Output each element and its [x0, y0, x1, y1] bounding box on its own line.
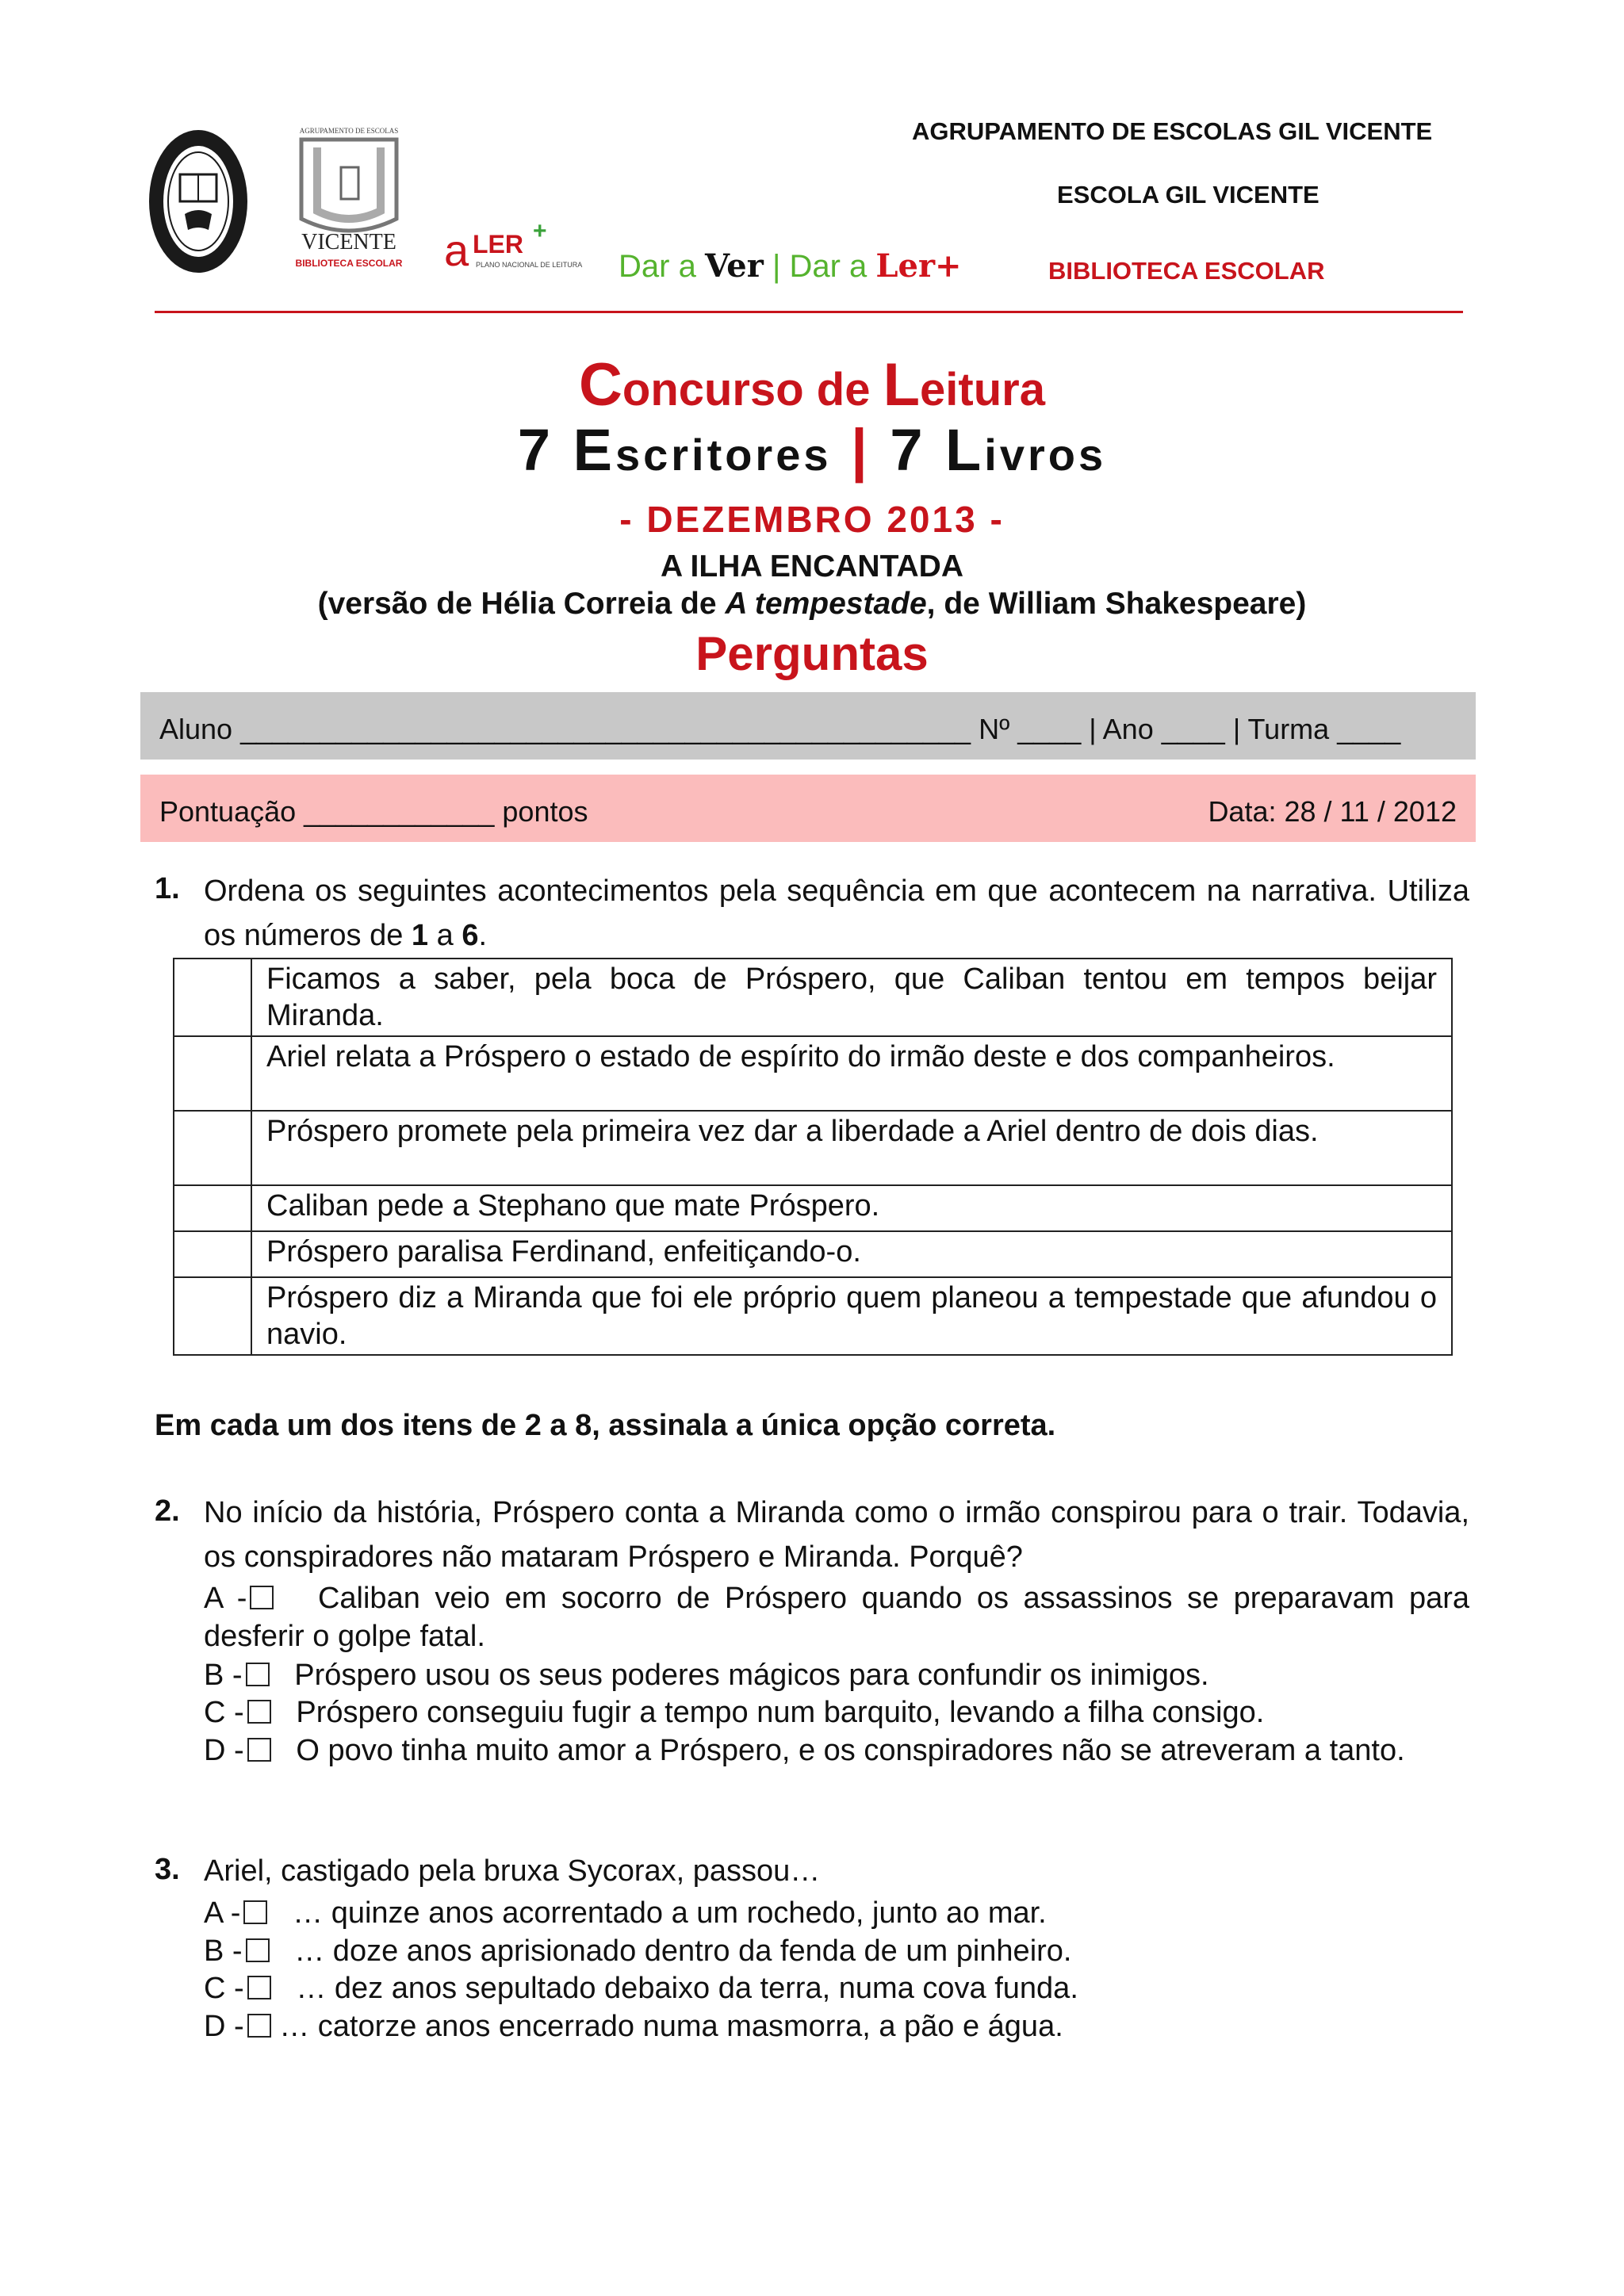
table-row	[174, 1231, 1452, 1277]
q3-option-d	[204, 2007, 1469, 2045]
option-label: D -	[204, 1734, 244, 1767]
book-note-a: (versão de Hélia Correia de	[317, 587, 726, 621]
subtitle-7e: 7 E	[517, 417, 615, 483]
q1-text	[204, 869, 1469, 958]
instruction: Em cada um dos itens de 2 a 8, assinala a única opção correta.	[155, 1409, 1056, 1442]
q2-option-c	[204, 1693, 1469, 1732]
q3-number: 3.	[155, 1853, 180, 1886]
q1-n6: 6	[462, 919, 479, 952]
option-text: … quinze anos acorrentado a um rochedo, junto ao mar.	[293, 1896, 1047, 1930]
school-group-name: AGRUPAMENTO DE ESCOLAS GIL VICENTE	[912, 117, 1433, 145]
q2-option-b	[204, 1656, 1469, 1694]
contest-title	[0, 350, 1624, 419]
q1-text-a: Ordena os seguintes acontecimentos pela sequência em que acontecem na narrativa. Utiliza os números de	[204, 874, 1469, 952]
q2-number: 2.	[155, 1494, 180, 1528]
svg-text:+: +	[533, 218, 547, 244]
school-seal-logo	[147, 127, 250, 276]
order-input-box[interactable]	[174, 1185, 251, 1231]
student-info-band	[140, 692, 1476, 760]
svg-text:a: a	[444, 225, 469, 275]
order-event: Ariel relata a Próspero o estado de espírito do irmão deste e dos companheiros.	[251, 1036, 1452, 1111]
title-part-a: oncurso de	[622, 364, 883, 415]
vicente-library-logo	[285, 124, 412, 274]
score-band	[140, 775, 1476, 842]
student-fields[interactable]: Aluno ______________________________________________ Nº ____ | Ano ____ | Turma ____	[159, 713, 1401, 745]
checkbox[interactable]	[250, 1586, 274, 1609]
subtitle-escritores: scritores	[615, 430, 832, 480]
title-initial-c: C	[579, 351, 622, 419]
order-input-box[interactable]	[174, 1111, 251, 1185]
book-note-italic: A tempestade	[725, 587, 927, 621]
order-event: Próspero paralisa Ferdinand, enfeitiçando-o.	[251, 1231, 1452, 1277]
option-text: Próspero usou os seus poderes mágicos para confundir os inimigos.	[294, 1659, 1209, 1692]
slogan-part2: Dar a	[789, 249, 876, 284]
q1-text-c: .	[478, 919, 488, 952]
slogan-separator: |	[763, 249, 790, 284]
order-table	[173, 958, 1453, 1356]
option-text: … doze anos aprisionado dentro da fenda de um pinheiro.	[294, 1934, 1072, 1968]
subtitle-livros: ivros	[984, 430, 1107, 480]
aler-logo-sub: PLANO NACIONAL DE LEITURA	[476, 261, 583, 269]
option-label: B -	[204, 1659, 243, 1692]
q3-option-a	[204, 1894, 1469, 1932]
order-input-box[interactable]	[174, 1277, 251, 1355]
option-label: C -	[204, 1972, 244, 2005]
table-row	[174, 1277, 1452, 1355]
slogan	[619, 247, 962, 285]
option-text: Caliban veio em socorro de Próspero quando os assassinos se preparavam para desferir o golpe fatal.	[204, 1582, 1469, 1653]
table-row	[174, 959, 1452, 1036]
slogan-ver: Ver	[704, 247, 764, 285]
q1-text-b: a	[428, 919, 462, 952]
checkbox[interactable]	[247, 1738, 271, 1762]
book-note-b: , de William Shakespeare)	[926, 587, 1307, 621]
questions-heading: Perguntas	[695, 627, 929, 680]
checkbox[interactable]	[246, 1938, 270, 1962]
order-event: Caliban pede a Stephano que mate Próspero.	[251, 1185, 1452, 1231]
slogan-part1: Dar a	[619, 249, 705, 284]
date-field: Data: 28 / 11 / 2012	[1208, 795, 1457, 828]
option-label: C -	[204, 1696, 244, 1729]
q3-option-c	[204, 1969, 1469, 2007]
q2-option-a	[204, 1579, 1469, 1655]
library-label: BIBLIOTECA ESCOLAR	[1048, 257, 1325, 285]
option-text: … dez anos sepultado debaixo da terra, numa cova funda.	[296, 1972, 1078, 2005]
subtitle-separator: |	[831, 417, 891, 483]
header-divider	[155, 311, 1463, 313]
book-title: A ILHA ENCANTADA	[660, 549, 964, 584]
option-label: A -	[204, 1582, 247, 1615]
order-input-box[interactable]	[174, 1231, 251, 1277]
option-text: Próspero conseguiu fugir a tempo num barquito, levando a filha consigo.	[296, 1696, 1265, 1729]
checkbox[interactable]	[247, 1976, 271, 1999]
vicente-logo-sub: BIBLIOTECA ESCOLAR	[295, 258, 403, 269]
order-event: Próspero promete pela primeira vez dar a liberdade a Ariel dentro de dois dias.	[251, 1111, 1452, 1185]
order-event: Próspero diz a Miranda que foi ele próprio quem planeou a tempestade que afundou o navio.	[251, 1277, 1452, 1355]
table-row	[174, 1111, 1452, 1185]
checkbox[interactable]	[247, 2014, 271, 2038]
school-name: ESCOLA GIL VICENTE	[1057, 181, 1320, 209]
option-label: D -	[204, 2010, 244, 2043]
q1-number: 1.	[155, 872, 180, 905]
order-input-box[interactable]	[174, 959, 251, 1036]
checkbox[interactable]	[247, 1700, 271, 1724]
title-initial-l: L	[883, 351, 921, 419]
q3-option-b	[204, 1932, 1469, 1970]
title-part-b: eitura	[920, 364, 1045, 415]
order-input-box[interactable]	[174, 1036, 251, 1111]
vicente-logo-name: VICENTE	[301, 230, 396, 254]
table-row	[174, 1185, 1452, 1231]
q2-option-d	[204, 1732, 1469, 1770]
q2-text: No início da história, Próspero conta a Miranda como o irmão conspirou para o trair. Todavia, os conspiradores não mataram Próspero e Miranda. Porquê?	[204, 1496, 1469, 1574]
option-label: B -	[204, 1934, 243, 1968]
aler-logo	[444, 218, 583, 281]
book-note	[0, 587, 1624, 622]
contest-subtitle	[0, 416, 1624, 484]
option-label: A -	[204, 1896, 241, 1930]
vicente-logo-top: AGRUPAMENTO DE ESCOLAS	[299, 127, 399, 135]
table-row	[174, 1036, 1452, 1111]
slogan-ler: Ler+	[875, 247, 962, 285]
score-field[interactable]: Pontuação ____________ pontos	[159, 795, 588, 828]
option-text: … catorze anos encerrado numa masmorra, a pão e água.	[279, 2010, 1063, 2043]
subtitle-7l: 7 L	[890, 417, 985, 483]
q3-text: Ariel, castigado pela bruxa Sycorax, passou…	[204, 1854, 821, 1888]
order-event: Ficamos a saber, pela boca de Próspero, que Caliban tentou em tempos beijar Miranda.	[251, 959, 1452, 1036]
checkbox[interactable]	[246, 1663, 270, 1686]
svg-text:LER: LER	[473, 230, 523, 258]
contest-date: - DEZEMBRO 2013 -	[619, 499, 1005, 540]
option-text: O povo tinha muito amor a Próspero, e os conspiradores não se atreveram a tanto.	[296, 1734, 1405, 1767]
q1-n1: 1	[411, 919, 429, 952]
checkbox[interactable]	[243, 1900, 267, 1924]
